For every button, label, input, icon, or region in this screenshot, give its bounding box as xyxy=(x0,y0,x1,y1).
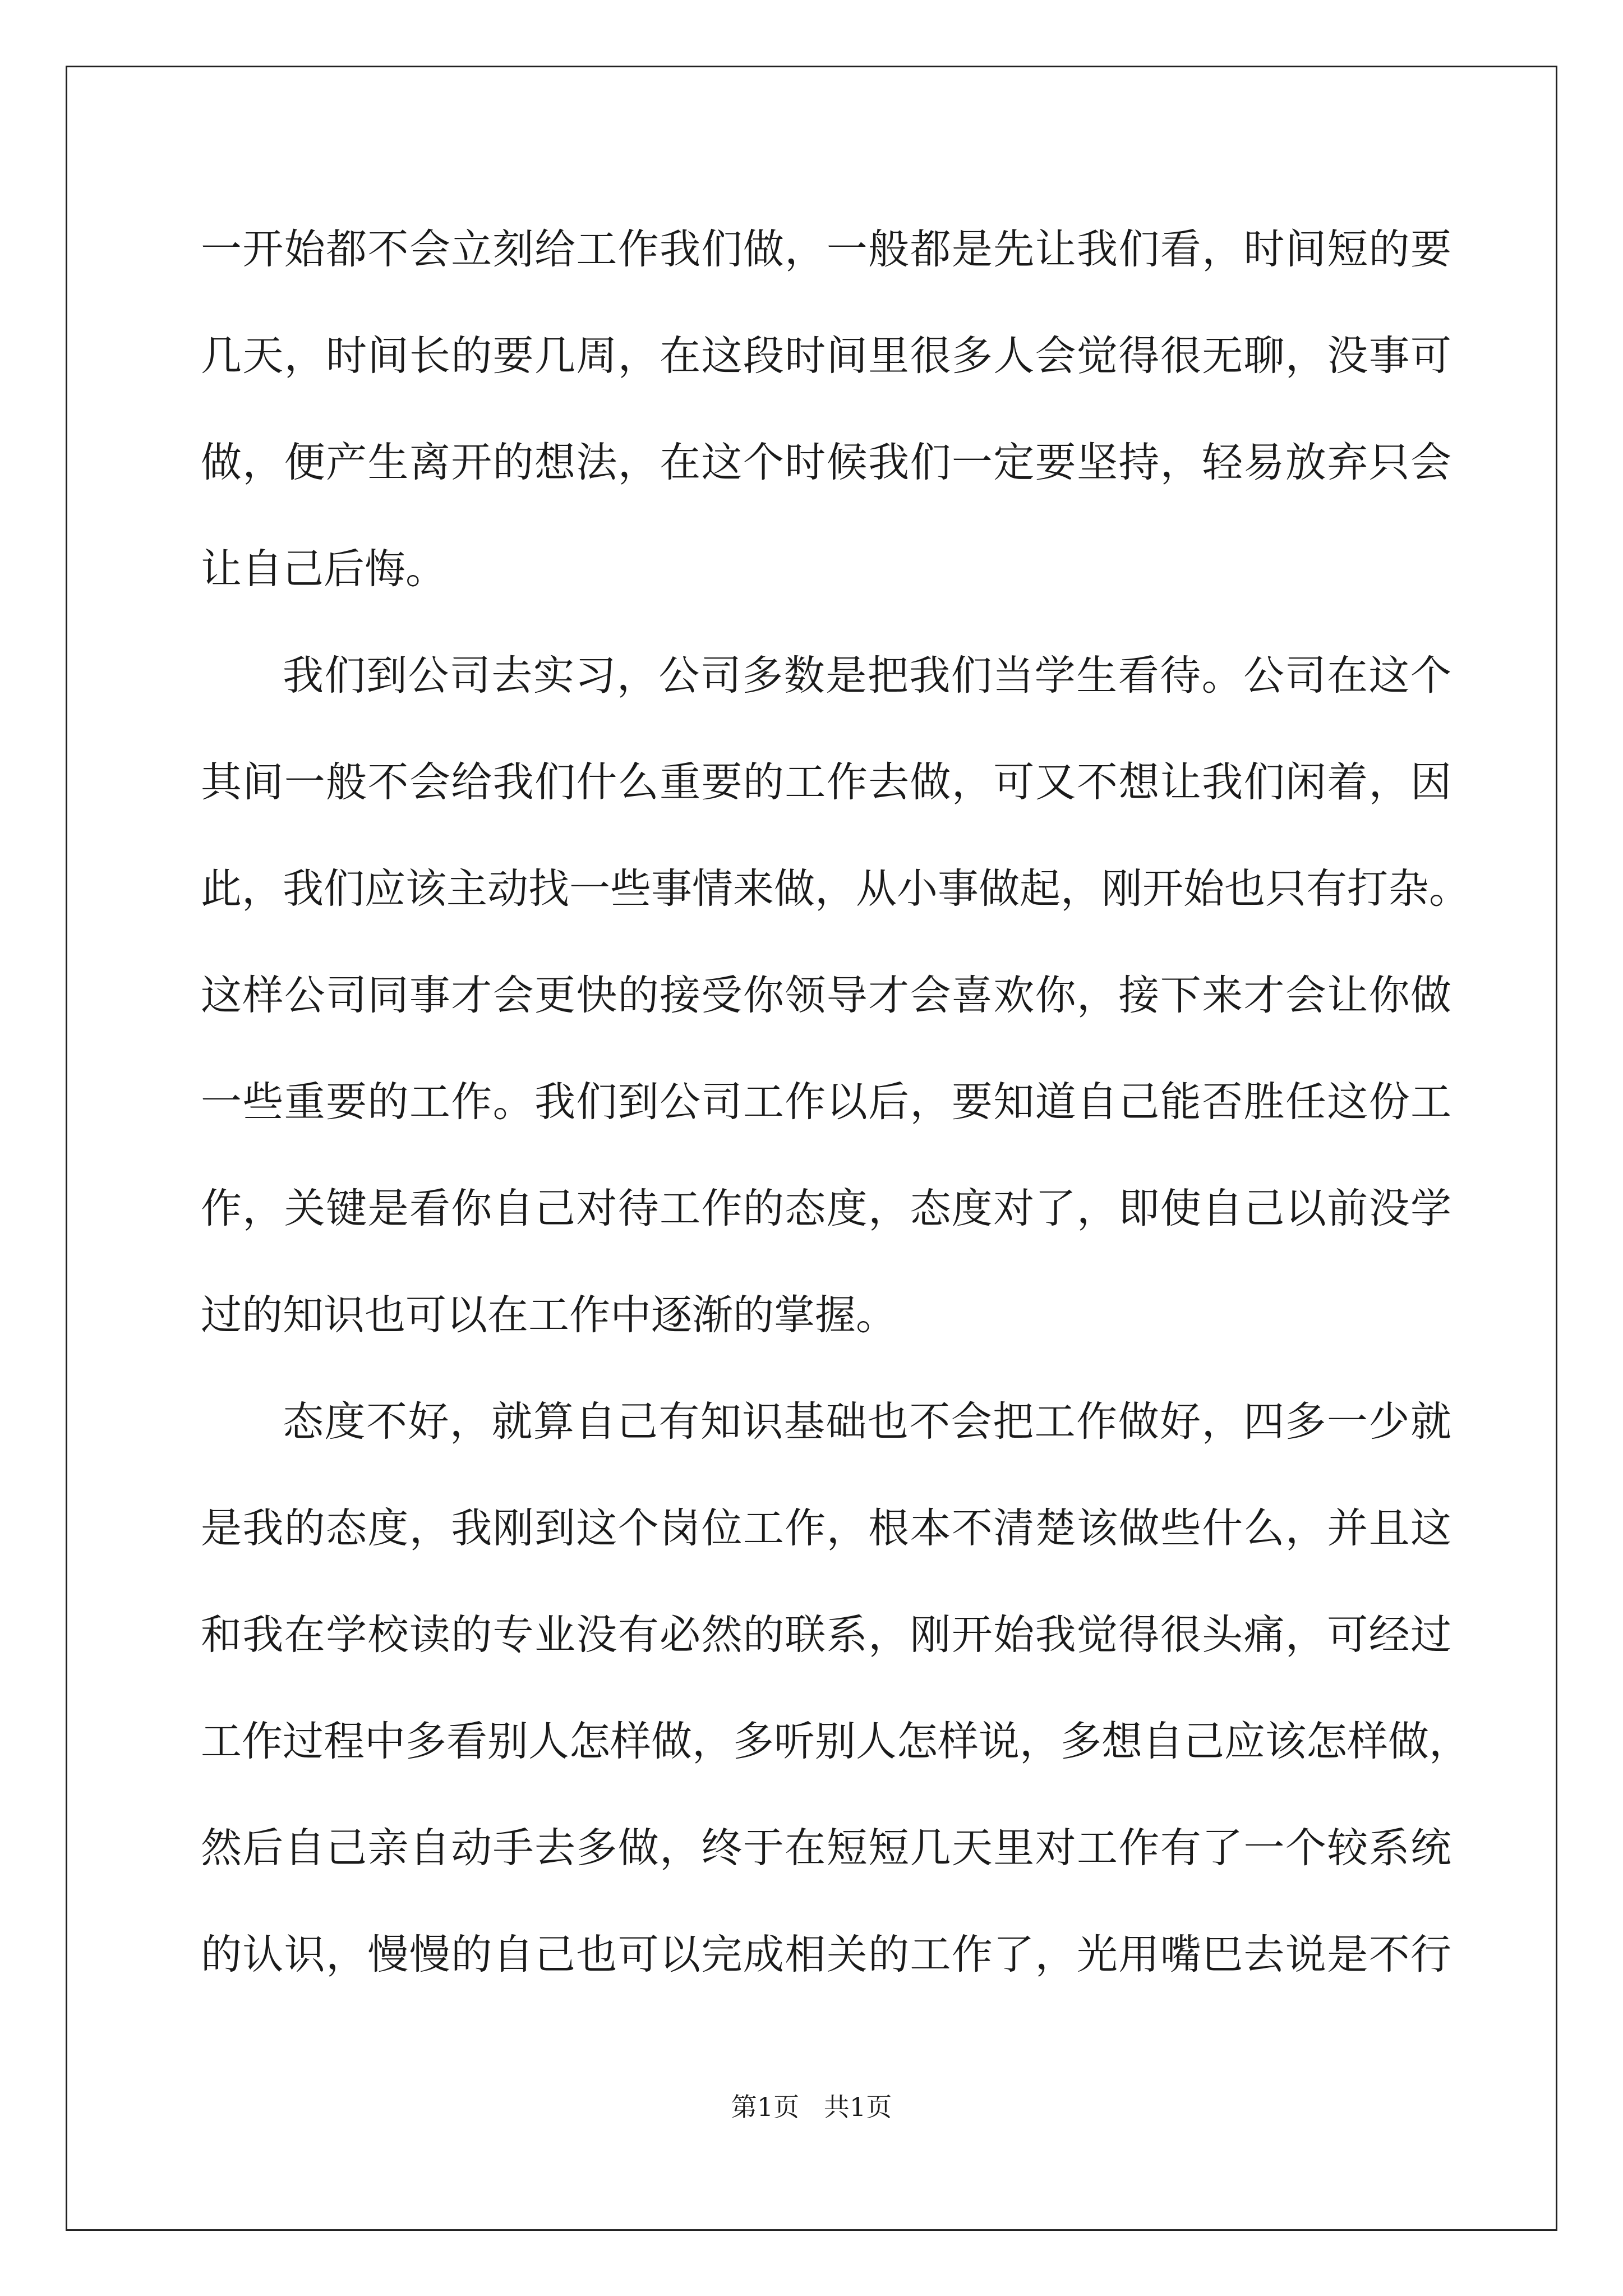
text-line: 我们到公司去实习，公司多数是把我们当学生看待。公司在这个 xyxy=(283,652,1451,700)
text-line: 做，便产生离开的想法，在这个时候我们一定要坚持，轻易放弃只会 xyxy=(201,439,1451,486)
text-line: 然后自己亲自动手去多做，终于在短短几天里对工作有了一个较系统 xyxy=(201,1824,1451,1872)
text-line: 工作过程中多看别人怎样做，多听别人怎样说，多想自己应该怎样做， xyxy=(201,1718,1470,1765)
paragraph-2 xyxy=(201,628,1470,1374)
text-line: 态度不好，就算自己有知识基础也不会把工作做好，四多一少就 xyxy=(283,1398,1451,1446)
text-line: 此，我们应该主动找一些事情来做，从小事做起，刚开始也只有打杂。 xyxy=(201,865,1470,913)
text-line: 和我在学校读的专业没有必然的联系，刚开始我觉得很头痛，可经过 xyxy=(201,1611,1451,1659)
text-line: 一开始都不会立刻给工作我们做，一般都是先让我们看，时间短的要 xyxy=(201,226,1451,273)
text-line: 是我的态度，我刚到这个岗位工作，根本不清楚该做些什么，并且这 xyxy=(201,1504,1451,1552)
text-line: 一些重要的工作。我们到公司工作以后，要知道自己能否胜任这份工 xyxy=(201,1078,1451,1126)
text-line: 的认识，慢慢的自己也可以完成相关的工作了，光用嘴巴去说是不行 xyxy=(201,1931,1451,1978)
paragraph-1 xyxy=(201,202,1451,628)
page-footer: 第1页 共1页 xyxy=(731,2092,892,2122)
text-line: 作，关键是看你自己对待工作的态度，态度对了，即使自己以前没学 xyxy=(201,1185,1451,1232)
paragraph-3 xyxy=(201,1374,1470,2014)
text-line: 其间一般不会给我们什么重要的工作去做，可又不想让我们闲着，因 xyxy=(201,758,1451,806)
document-body xyxy=(201,202,1470,2014)
text-line: 几天，时间长的要几周，在这段时间里很多人会觉得很无聊，没事可 xyxy=(201,332,1451,380)
text-line: 这样公司同事才会更快的接受你领导才会喜欢你，接下来才会让你做 xyxy=(201,972,1451,1019)
text-line: 让自己后悔。 xyxy=(201,545,446,593)
text-line: 过的知识也可以在工作中逐渐的掌握。 xyxy=(201,1291,897,1339)
